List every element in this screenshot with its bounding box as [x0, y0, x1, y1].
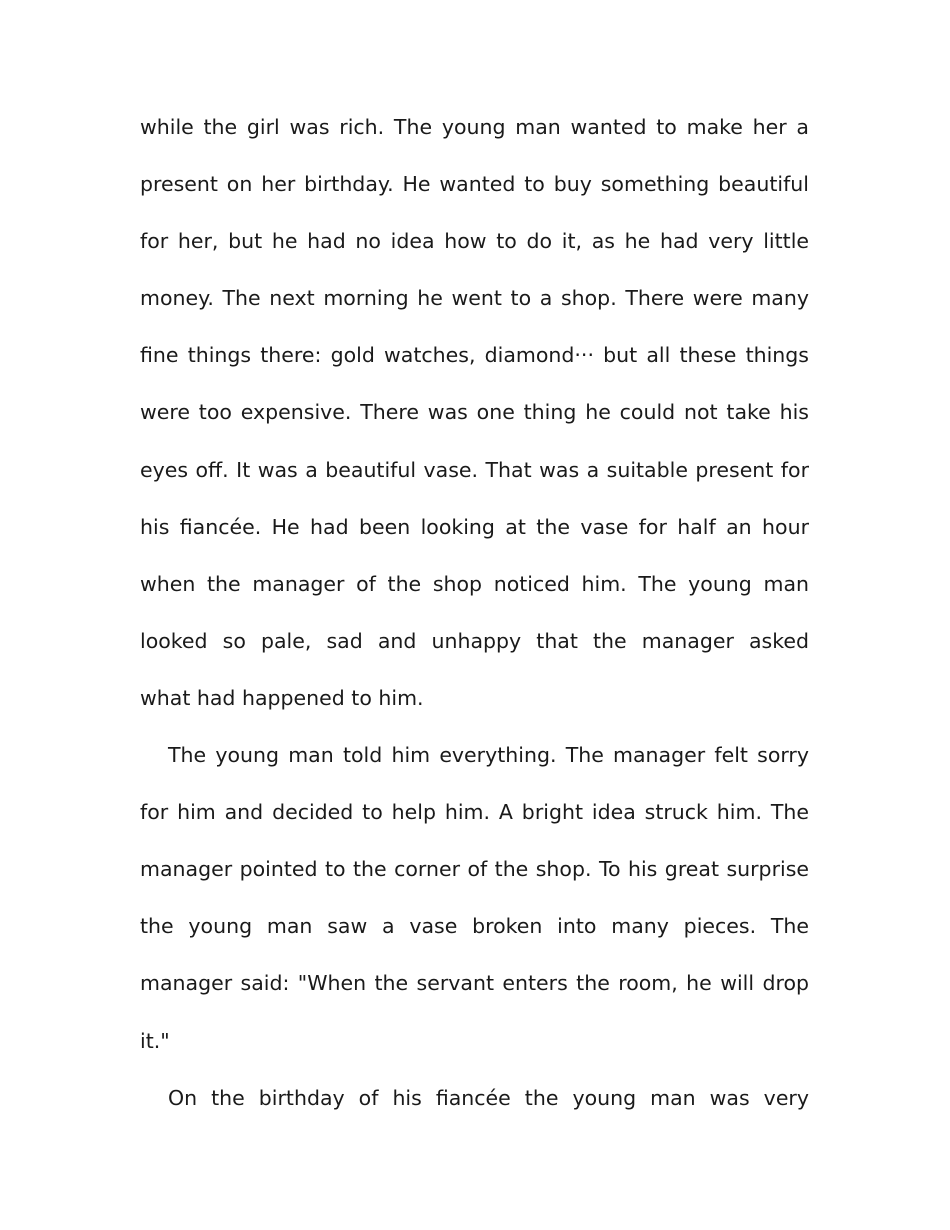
text-line: while the girl was rich. The young man wanted to make her a	[140, 115, 809, 139]
text-line: fine things there: gold watches, diamond··· but all these things	[140, 343, 809, 368]
text-line: for him and decided to help him. A bright idea struck him. The	[140, 800, 809, 825]
text-line: eyes off. It was a beautiful vase. That was a suitable present for	[140, 457, 809, 482]
text-line: The young man told him everything. The manager felt sorry	[168, 743, 809, 768]
text-line: what had happened to him.	[140, 685, 424, 710]
text-line: On the birthday of his fiancée the young man was very	[168, 1085, 809, 1110]
document-page	[140, 99, 809, 1127]
text-line: manager pointed to the corner of the shop. To his great surprise	[140, 857, 809, 882]
text-line: manager said: "When the servant enters the room, he will drop	[140, 971, 809, 996]
text-line: looked so pale, sad and unhappy that the manager asked	[140, 628, 809, 653]
text-line: money. The next morning he went to a shop. There were many	[140, 286, 809, 311]
text-line: for her, but he had no idea how to do it, as he had very little	[140, 229, 809, 254]
text-line: it."	[140, 1028, 170, 1053]
text-line: were too expensive. There was one thing he could not take his	[140, 400, 809, 425]
text-line: present on her birthday. He wanted to buy something beautiful	[140, 172, 809, 197]
text-line: the young man saw a vase broken into many pieces. The	[140, 914, 809, 939]
text-line: his fiancée. He had been looking at the vase for half an hour	[140, 514, 809, 539]
text-line: when the manager of the shop noticed him. The young man	[140, 571, 809, 596]
